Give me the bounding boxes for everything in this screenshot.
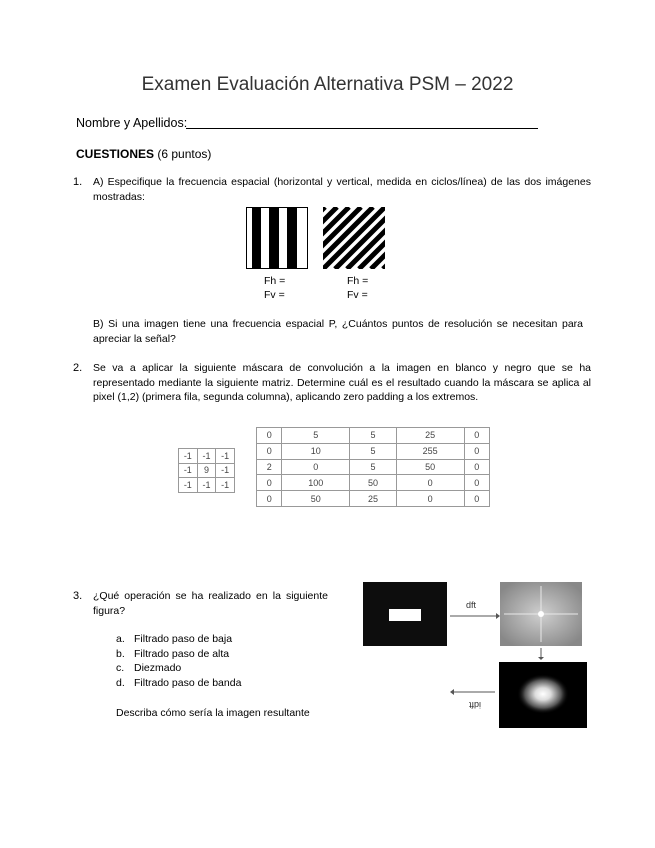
matrix-cell: 0 [282, 459, 350, 475]
matrix-cell: 10 [282, 443, 350, 459]
name-label: Nombre y Apellidos: [76, 116, 188, 130]
option-letter: a. [116, 633, 125, 645]
matrix-cell: 0 [464, 428, 489, 444]
matrix-cell: 5 [282, 428, 350, 444]
matrix-cell: 50 [396, 459, 464, 475]
option-text: Filtrado paso de baja [134, 633, 233, 645]
vertical-stripes-image [246, 207, 308, 269]
mask-cell: -1 [179, 478, 198, 493]
diagonal-stripes-image [323, 207, 385, 269]
matrix-cell: 0 [464, 443, 489, 459]
img2-fv-label: Fv = [347, 289, 368, 301]
matrix-cell: 0 [257, 428, 282, 444]
section-heading [76, 147, 211, 161]
q2-number: 2. [73, 362, 83, 374]
mask-row [179, 449, 235, 464]
q3-text: ¿Qué operación se ha realizado en la siguiente figura? [93, 590, 328, 617]
q3-option-c[interactable] [116, 662, 241, 677]
option-letter: c. [116, 662, 125, 674]
mask-cell: -1 [216, 463, 235, 478]
q3-option-a[interactable] [116, 633, 241, 648]
mask-row [179, 463, 235, 478]
q3-option-b[interactable] [116, 648, 241, 663]
q1-number: 1. [73, 176, 83, 188]
matrix-cell: 0 [257, 491, 282, 507]
matrix-cell: 0 [464, 475, 489, 491]
original-image [363, 582, 447, 646]
matrix-cell: 0 [396, 491, 464, 507]
img2-fh-label: Fh = [347, 275, 369, 287]
q1-part-a: A) Especifique la frecuencia espacial (horizontal y vertical, medida en ciclos/línea) de las dos imágenes mostradas: [93, 176, 591, 203]
matrix-row [257, 459, 490, 475]
mask-cell: -1 [179, 463, 198, 478]
section-title: CUESTIONES [76, 147, 155, 161]
mask-cell: -1 [197, 449, 216, 464]
dft-label: dft [466, 600, 477, 610]
q3-number: 3. [73, 590, 83, 602]
filtered-spectrum-image [499, 662, 587, 728]
matrix-row [257, 491, 490, 507]
matrix-cell: 5 [350, 459, 397, 475]
filtering-figure [362, 578, 592, 730]
matrix-cell: 50 [282, 491, 350, 507]
matrix-cell: 100 [282, 475, 350, 491]
name-field-line[interactable] [186, 128, 538, 129]
mask-cell: -1 [216, 478, 235, 493]
matrix-row [257, 443, 490, 459]
spectrum-image [500, 582, 582, 646]
convolution-mask-table [178, 448, 235, 493]
option-text: Filtrado paso de alta [134, 647, 230, 660]
option-letter: d. [116, 676, 125, 689]
q1-part-b: B) Si una imagen tiene una frecuencia espacial P, ¿Cuántos puntos de resolución se necesitan para apreciar la señal? [93, 318, 583, 345]
mask-cell: 9 [197, 463, 216, 478]
matrix-cell: 50 [350, 475, 397, 491]
q3-option-d[interactable] [116, 677, 241, 692]
idft-arrow [450, 689, 495, 710]
matrix-cell: 0 [464, 491, 489, 507]
matrix-cell: 0 [396, 475, 464, 491]
idft-label: idft [468, 700, 481, 710]
matrix-cell: 255 [396, 443, 464, 459]
matrix-cell: 5 [350, 443, 397, 459]
matrix-row [257, 475, 490, 491]
option-text: Diezmado [134, 662, 182, 674]
matrix-cell: 2 [257, 459, 282, 475]
dft-arrow [450, 600, 500, 619]
matrix-cell: 25 [350, 491, 397, 507]
q2-text: Se va a aplicar la siguiente máscara de convolución a la imagen en blanco y negro que se ha representado mediante la siguiente matriz. Determine cuál es el resultado cuando la máscara se aplica al pixel (1,2) (primera fila, segunda columna), aplicando zero padding a los extremos. [93, 362, 591, 403]
img1-fh-label: Fh = [264, 275, 286, 287]
mask-cell: -1 [179, 449, 198, 464]
section-points: (6 puntos) [157, 147, 212, 161]
matrix-cell: 5 [350, 428, 397, 444]
matrix-cell: 0 [464, 459, 489, 475]
mask-cell: -1 [197, 478, 216, 493]
matrix-cell: 25 [396, 428, 464, 444]
image-matrix-table [256, 427, 490, 507]
down-arrow [538, 648, 544, 660]
page-title: Examen Evaluación Alternativa PSM – 2022 [141, 74, 514, 95]
option-letter: b. [116, 647, 125, 660]
matrix-row [257, 428, 490, 444]
q3-options [116, 633, 241, 691]
q3-describe: Describa cómo sería la imagen resultante [116, 707, 310, 719]
matrix-cell: 0 [257, 443, 282, 459]
matrix-cell: 0 [257, 475, 282, 491]
option-text: Filtrado paso de banda [134, 676, 242, 689]
mask-row [179, 478, 235, 493]
mask-cell: -1 [216, 449, 235, 464]
img1-fv-label: Fv = [264, 289, 285, 301]
